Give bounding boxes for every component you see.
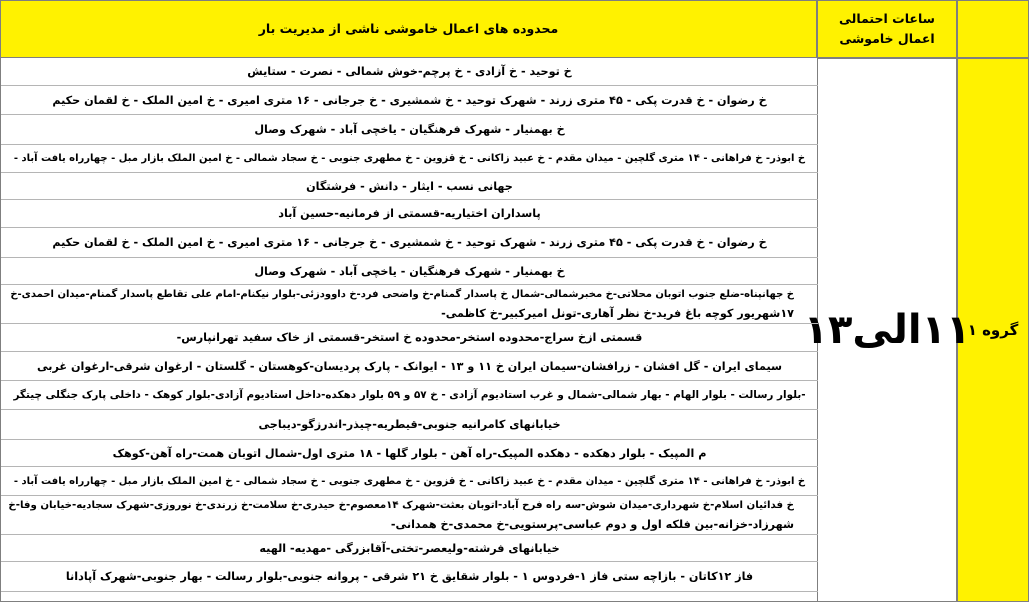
table-row	[1, 86, 818, 115]
hours-header-cell	[817, 0, 957, 58]
table-row	[1, 200, 818, 228]
group-header-cell	[957, 0, 1029, 58]
table-row	[1, 352, 818, 381]
row-text: پاسداران اختیاریه-قسمتی از فرمانیه-حسین آباد	[278, 207, 541, 220]
table-row	[1, 228, 818, 258]
table-row	[1, 324, 818, 352]
row-text: شهرزاد-خزانه-بین فلکه اول و دوم عباسی-پرستویی-خ محمدی-خ همدانی-	[390, 518, 794, 531]
row-text: خیابانهای فرشته-ولیعصر-تختی-آقابزرگی -مهدیه- الهیه	[259, 541, 560, 555]
areas-list	[0, 58, 817, 602]
row-text: جهانی نسب - ایثار - دانش - فرشتگان	[306, 179, 513, 193]
table-row	[1, 115, 818, 145]
row-text: قسمتی ازخ سراج-محدوده استخر-محدوده خ استخر-قسمتی از خاک سفید تهرانپارس-	[176, 331, 643, 344]
row-text: خ ابوذر- خ فراهانی - ۱۴ متری گلچین - میدان مقدم - خ عبید زاکانی - خ قزوین - خ مطهری جنوبی - خ سجاد شمالی - خ امین الملک بازار مبل - چهارراه یافت آباد -	[13, 153, 806, 164]
row-text: خ جهانپناه-ضلع جنوب اتوبان محلاتی-خ مخبرشمالی-شمال خ پاسدار گمنام-خ واضحی فرد-خ داوودزئی-بلوار نیکنام-امام علی تقاطع پاسدار گمنام-میدان احمدی-خ	[10, 289, 794, 300]
range-header-cell	[0, 0, 817, 58]
table-row	[1, 467, 818, 496]
row-text: فاز ۱۲کاتان - بازاچه ستی فاز ۱-فردوس ۱ - بلوار شقایق خ ۲۱ شرقی - پروانه جنوبی-بلوار رسالت - بهار جنوبی-شهرک آپادانا	[65, 570, 754, 583]
row-text: خ رضوان - خ قدرت پکی - ۴۵ متری زرند - شهرک توحید - خ شمشیری - خ جرجانی - ۱۶ متری امیری - خ امین الملک - خ لقمان حکیم	[52, 93, 767, 107]
row-text: خ رضوان - خ قدرت پکی - ۴۵ متری زرند - شهرک توحید - خ شمشیری - خ جرجانی - ۱۶ متری امیری - خ امین الملک - خ لقمان حکیم	[52, 236, 767, 249]
table-row	[1, 562, 818, 592]
table-row	[1, 440, 818, 467]
row-text: ۱۷شهریور کوچه باغ فرید-خ نظر آهاری-تونل امیرکبیر-خ کاظمی-	[441, 307, 794, 320]
table-row	[1, 410, 818, 440]
table-row	[1, 285, 818, 324]
table-row	[1, 496, 818, 535]
table-row	[1, 145, 818, 173]
table-row	[1, 535, 818, 562]
row-text: خ بهمنیار - شهرک فرهنگیان - یاخچی آباد - شهرک وصال	[254, 264, 565, 278]
row-text: خ ابوذر- خ فراهانی - ۱۴ متری گلچین - میدان مقدم - خ عبید زاکانی - خ قزوین - خ مطهری جنوبی - خ سجاد شمالی - خ امین الملک بازار مبل - چهارراه یافت آباد -	[13, 475, 806, 487]
table-row	[1, 258, 818, 285]
row-text: خ فدائیان اسلام-خ شهرداری-میدان شوش-سه راه فرح آباد-اتوبان بعثت-شهرک ۱۴معصوم-خ حیدری-خ سلامت-خ زرندی-خ نوروزی-شهرک سجادیه-خیابان وفا-خ	[8, 500, 794, 511]
hours-header-label: ساعات احتمالی اعمال خاموشی	[839, 11, 935, 46]
table-row	[1, 173, 818, 200]
row-text: خ بهمنیار - شهرک فرهنگیان - یاخچی آباد - شهرک وصال	[254, 123, 565, 136]
group-label: گروه ۱	[967, 321, 1019, 339]
row-text: خ توحید - خ آزادی - خ پرچم-خوش شمالی - نصرت - ستایش	[247, 65, 572, 78]
hours-cell	[803, 58, 971, 602]
range-header-label: محدوده های اعمال خاموشی ناشی از مدیریت بار	[258, 21, 559, 36]
row-text: -بلوار رسالت - بلوار الهام - بهار شمالی-شمال و غرب استادیوم آزادی - خ ۵۷ و ۵۹ بلوار دهکده-داخل استادیوم آزادی-بلوار کوهک - داخلی پارک جنگلی چیتگر	[13, 388, 806, 401]
row-text: سیمای ایران - گل افشان - زرافشان-سیمان ایران خ ۱۱ و ۱۳ - ایوانک - پارک پردیسان-کوهستان - گلستان - ارغوان شرقی-ارغوان غربی	[36, 359, 783, 373]
table-row	[1, 381, 818, 410]
hours-value: ۱۱الی۱۳	[803, 307, 971, 353]
row-text: خیابانهای کامرانیه جنوبی-قیطریه-چیذر-اندرزگو-دیباجی	[258, 418, 561, 431]
row-text: م المپیک - بلوار دهکده - دهکده المپیک-راه آهن - بلوار گلها - ۱۸ متری اول-شمال اتوبان همت-راه آهن-کوهک	[112, 446, 707, 460]
table-row	[1, 58, 818, 86]
